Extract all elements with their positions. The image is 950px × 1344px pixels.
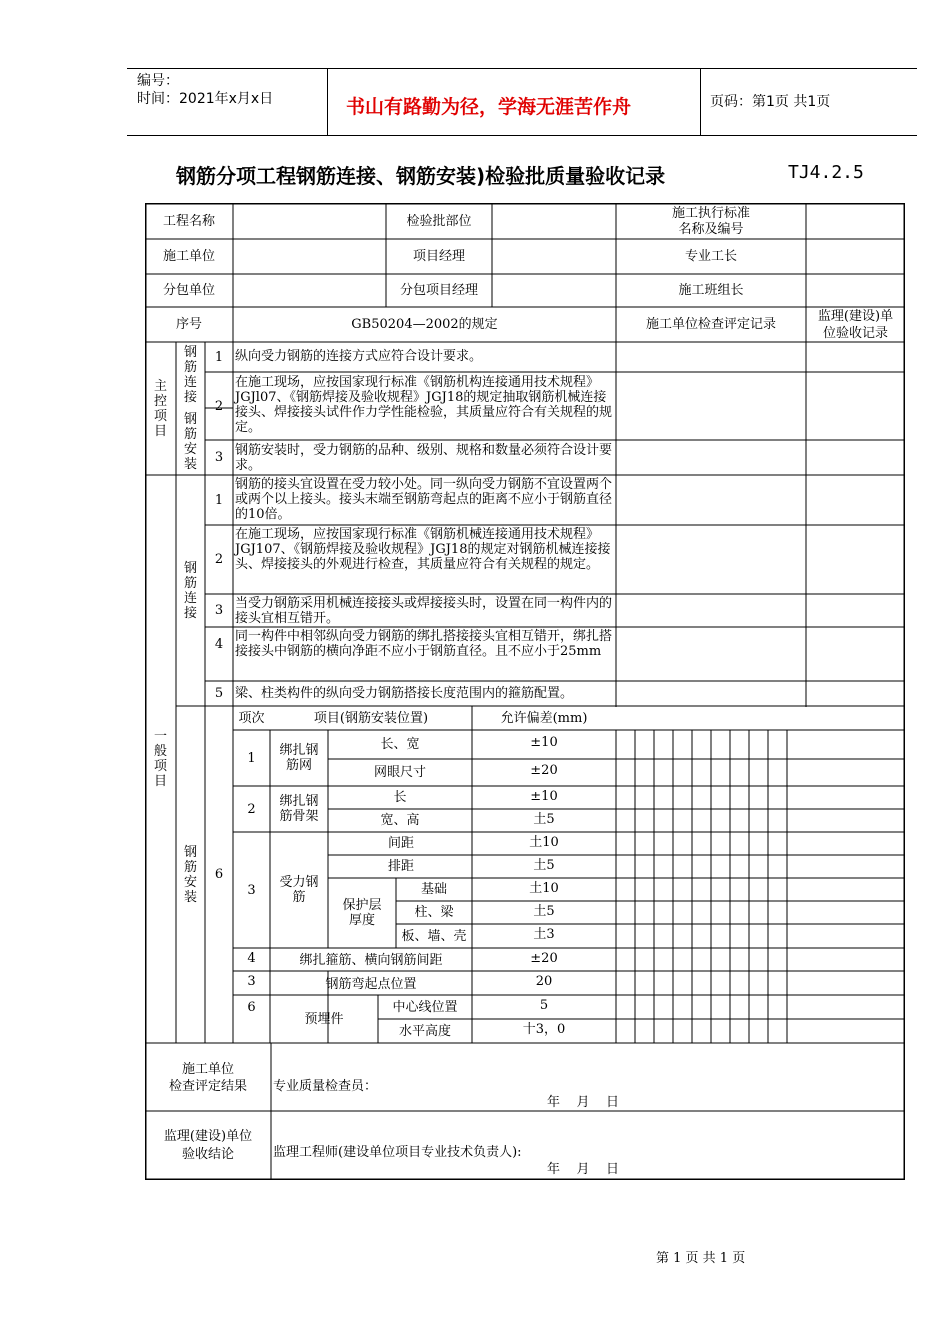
tol-row-value: 土10 [529, 834, 559, 850]
general-item-text: 在施工现场，应按国家现行标准《钢筋机械连接通用技术规程》JGJ107、《钢筋焊接及验收规程》JGJ18的规定对钢筋机械连接接头、焊接接头的外观进行检查，其质量应符合有关规程的规定。 [235, 527, 611, 572]
column-spec: GB50204—2002的规定 [351, 317, 498, 332]
tol-row-label: 间距 [387, 836, 414, 851]
tol-group-no: 3 [247, 973, 256, 989]
general-item-no: 2 [214, 552, 224, 567]
column-supervisor-2: 位验收记录 [822, 325, 888, 341]
general-item-text: 梁、柱类构件的纵向受力钢筋搭接长度范围内的箍筋配置。 [235, 686, 574, 701]
tol-group-name: 受力钢筋 [279, 875, 319, 905]
tol-row-label: 柱、梁 [414, 905, 454, 920]
main-item-text: 在施工现场，应按国家现行标准《钢筋机构连接通用技术规程》JGJl07、《钢筋焊接及验收规程》JGJ18的规定抽取钢筋机械连接接头、焊接接头试件作力学性能检验，其质量应符合有关规程的规定。 [235, 375, 613, 435]
tol-row-value: 土3 [533, 926, 555, 942]
general-item-no: 5 [214, 686, 224, 701]
tol-group-name: 钢筋弯起点位置 [325, 977, 417, 992]
tol-group-no: 3 [247, 882, 256, 898]
main-item-text: 钢筋安装时，受力钢筋的品种、级别、规格和数量必须符合设计要求。 [235, 443, 613, 473]
tol-row-label: 中心线位置 [392, 999, 458, 1015]
tol-row-value: 土5 [533, 903, 555, 919]
column-seq: 序号 [175, 317, 202, 332]
tol-row-value: ±10 [530, 788, 558, 804]
tol-row-value: ±20 [530, 950, 558, 966]
tol-row-label: 长 [393, 790, 407, 805]
general-sub-install: 钢筋安装 [183, 844, 197, 905]
form-code: TJ4.2.5 [788, 162, 864, 183]
tol-row-label: 板、墙、壳 [401, 928, 467, 944]
label-project-name: 工程名称 [162, 213, 215, 229]
tol-header-item: 项目(钢筋安装位置) [313, 710, 429, 726]
page-info: 页码：第1页 共1页 [710, 94, 831, 110]
tol-group-no: 4 [247, 950, 256, 966]
tol-group-name: 绑扎钢筋骨架 [279, 794, 319, 824]
tol-row-value: 十3，0 [522, 1021, 566, 1037]
install-no: 6 [214, 867, 224, 882]
tol-header-seq: 项次 [238, 710, 265, 726]
main-item-text: 纵向受力钢筋的连接方式应符合设计要求。 [235, 349, 483, 364]
supervising-engineer-label: 监理工程师(建设单位项目专业技术负责人): [273, 1145, 522, 1160]
tol-group-no: 2 [247, 801, 256, 817]
page-title: 钢筋分项工程钢筋连接、钢筋安装)检验批质量验收记录 [176, 164, 666, 188]
tol-row-value: ±10 [530, 734, 558, 750]
main-sub-connection: 钢筋连接 [183, 345, 197, 405]
label-standard-name-2: 名称及编号 [678, 221, 744, 237]
page-footer: 第 1 页 共 1 页 [656, 1251, 746, 1266]
inspection-record-table [145, 203, 905, 1180]
quality-inspector-label: 专业质量检查员： [273, 1079, 378, 1094]
general-item-no: 1 [214, 492, 224, 508]
general-item-text: 当受力钢筋采用机械连接接头或焊接接头时，设置在同一构件内的接头宜相互错开。 [235, 596, 613, 626]
label-inspection-part: 检验批部位 [406, 213, 472, 229]
header-motto: 书山有路勤为径，学海无涯苦作舟 [346, 96, 632, 118]
main-item-no: 1 [214, 349, 224, 365]
group-general: 一般项目 [153, 729, 167, 789]
tol-row-value: ±20 [530, 762, 558, 778]
main-sub-install: 钢筋安装 [183, 411, 197, 472]
general-item-text: 同一构件中相邻纵向受力钢筋的绑扎搭接接头宜相互错开，绑扎搭接接头中钢筋的横向净距不应小于钢筋直径。且不应小于25mm [235, 629, 613, 659]
tol-row-label: 水平高度 [398, 1023, 451, 1039]
tol-group-name: 绑扎箍筋、横向钢筋间距 [299, 953, 443, 968]
tol-row-value: 土10 [529, 880, 559, 896]
label-construction-unit: 施工单位 [162, 249, 215, 264]
column-check-record: 施工单位检查评定记录 [645, 317, 776, 332]
label-project-manager: 项目经理 [412, 249, 465, 264]
general-item-text: 钢筋的接头宜设置在受力较小处。同一纵向受力钢筋不宜设置两个或两个以上接头。接头末端至钢筋弯起点的距离不应小于钢筋直径的10倍。 [235, 477, 613, 522]
tol-group-no: 1 [247, 750, 256, 766]
tol-row-label: 长、宽 [380, 737, 420, 752]
tol-group-no: 6 [247, 999, 256, 1015]
result-date-2: 年 月 日 [547, 1162, 620, 1177]
group-main-control: 主控项目 [153, 378, 167, 439]
tol-header-tolerance: 允许偏差(mm) [500, 710, 588, 726]
label-supervisor-result-2: 验收结论 [181, 1146, 234, 1162]
tol-cover-label: 保护层厚度 [342, 898, 382, 928]
label-construction-result-2: 检查评定结果 [168, 1078, 247, 1094]
tol-row-value: 20 [535, 973, 553, 989]
tol-row-label: 排距 [387, 859, 414, 874]
tol-group-name: 绑扎钢筋网 [279, 743, 319, 773]
document-time-label: 时间：2021年x月x日 [137, 91, 274, 107]
label-subcontract-manager: 分包项目经理 [399, 283, 478, 298]
general-item-no: 3 [214, 603, 224, 618]
tol-row-label: 基础 [420, 882, 447, 897]
column-supervisor-1: 监理(建设)单 [817, 308, 894, 324]
general-item-no: 4 [214, 637, 224, 652]
label-subcontract-unit: 分包单位 [162, 283, 215, 298]
tol-group-name: 预埋件 [304, 1011, 344, 1027]
label-standard-name-1: 施工执行标准 [671, 205, 750, 221]
main-item-no: 2 [214, 398, 224, 414]
label-construction-result-1: 施工单位 [181, 1061, 234, 1077]
tol-row-label: 宽、高 [380, 813, 420, 828]
main-item-no: 3 [214, 450, 224, 465]
tol-row-value: 土5 [533, 857, 555, 873]
label-team-leader: 施工班组长 [678, 283, 744, 298]
label-foreman: 专业工长 [684, 249, 737, 264]
tol-row-value: 土5 [533, 811, 555, 827]
result-date-1: 年 月 日 [547, 1095, 620, 1110]
general-sub-connection: 钢筋连接 [183, 560, 197, 621]
document-number-label: 编号： [137, 73, 179, 89]
label-supervisor-result-1: 监理(建设)单位 [163, 1128, 253, 1144]
tol-row-label: 网眼尺寸 [373, 765, 426, 780]
tol-row-value: 5 [539, 997, 549, 1013]
